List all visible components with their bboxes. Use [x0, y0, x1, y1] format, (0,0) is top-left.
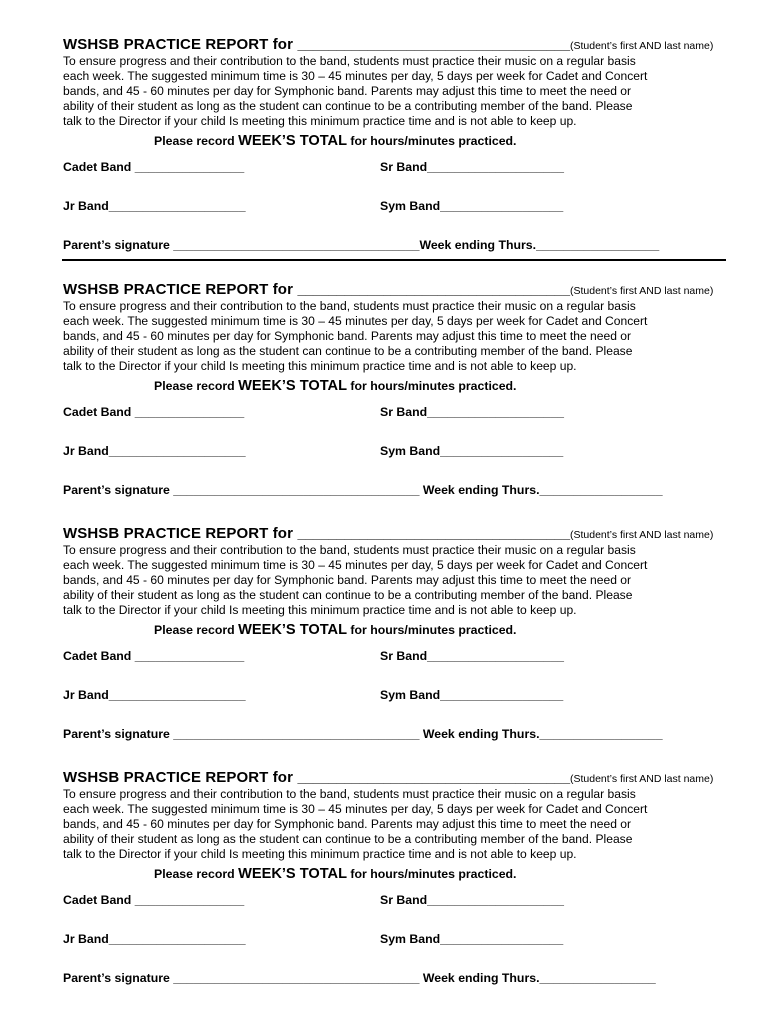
record-instruction — [154, 622, 516, 638]
weeks-total-label: WEEK’S TOTAL — [238, 133, 348, 149]
report-title: WSHSB PRACTICE REPORT for — [63, 769, 294, 786]
weeks-total-label: WEEK’S TOTAL — [238, 378, 348, 394]
jr-band-field[interactable]: Jr Band____________________ — [63, 199, 246, 213]
record-instruction — [154, 378, 516, 394]
jr-band-field[interactable]: Jr Band____________________ — [63, 932, 246, 946]
sym-band-field[interactable]: Sym Band__________________ — [380, 932, 564, 946]
report-title: WSHSB PRACTICE REPORT for — [63, 281, 294, 298]
cadet-band-field[interactable]: Cadet Band ________________ — [63, 893, 245, 907]
record-text-post: for hours/minutes practiced. — [347, 867, 517, 881]
record-text-post: for hours/minutes practiced. — [347, 134, 517, 148]
jr-band-field[interactable]: Jr Band____________________ — [63, 444, 246, 458]
weeks-total-label: WEEK’S TOTAL — [238, 866, 348, 882]
report-title: WSHSB PRACTICE REPORT for — [63, 525, 294, 542]
report-title-row — [63, 769, 713, 787]
sym-band-field[interactable]: Sym Band__________________ — [380, 199, 564, 213]
report-section-2 — [0, 281, 770, 525]
record-text-post: for hours/minutes practiced. — [347, 379, 517, 393]
report-section-1 — [0, 36, 770, 280]
student-name-field[interactable]: ___________________________________ — [297, 769, 570, 785]
cadet-band-field[interactable]: Cadet Band ________________ — [63, 649, 245, 663]
report-title-row — [63, 36, 713, 54]
instructions-paragraph: To ensure progress and their contribution to the band, students must practice their music on a regular basis each week. The suggested minimum time is 30 – 45 minutes per day, 5 days per week for Cadet and Concert bands, and 45 - 60 minutes per day for Symphonic band. Parents may adjust this time to meet the need or ability of their student as long as the student can continue to be a contributing member of the band. Please talk to the Director if your child Is meeting this minimum practice time and is not able to keep up. — [63, 54, 648, 128]
record-instruction — [154, 133, 516, 149]
student-name-note: (Student’s first AND last name) — [569, 40, 714, 52]
report-section-4 — [0, 769, 770, 1013]
instructions-paragraph: To ensure progress and their contribution to the band, students must practice their music on a regular basis each week. The suggested minimum time is 30 – 45 minutes per day, 5 days per week for Cadet and Concert bands, and 45 - 60 minutes per day for Symphonic band. Parents may adjust this time to meet the need or ability of their student as long as the student can continue to be a contributing member of the band. Please talk to the Director if your child Is meeting this minimum practice time and is not able to keep up. — [63, 543, 648, 617]
weeks-total-label: WEEK’S TOTAL — [238, 622, 348, 638]
cadet-band-field[interactable]: Cadet Band ________________ — [63, 405, 245, 419]
student-name-field[interactable]: ___________________________________ — [297, 281, 570, 297]
student-name-field[interactable]: ___________________________________ — [297, 525, 570, 541]
record-text-post: for hours/minutes practiced. — [347, 623, 517, 637]
sym-band-field[interactable]: Sym Band__________________ — [380, 688, 564, 702]
report-title: WSHSB PRACTICE REPORT for — [63, 36, 294, 53]
student-name-note: (Student’s first AND last name) — [569, 285, 714, 297]
record-text-pre: Please record — [154, 379, 239, 393]
record-instruction — [154, 866, 516, 882]
report-section-3 — [0, 525, 770, 769]
sr-band-field[interactable]: Sr Band____________________ — [380, 893, 564, 907]
parent-signature-week-ending-field[interactable]: Parent’s signature ____________________________________ Week ending Thurs._________________ — [63, 971, 656, 985]
sr-band-field[interactable]: Sr Band____________________ — [380, 160, 564, 174]
sr-band-field[interactable]: Sr Band____________________ — [380, 649, 564, 663]
instructions-paragraph: To ensure progress and their contribution to the band, students must practice their music on a regular basis each week. The suggested minimum time is 30 – 45 minutes per day, 5 days per week for Cadet and Concert bands, and 45 - 60 minutes per day for Symphonic band. Parents may adjust this time to meet the need or ability of their student as long as the student can continue to be a contributing member of the band. Please talk to the Director if your child Is meeting this minimum practice time and is not able to keep up. — [63, 299, 648, 373]
sr-band-field[interactable]: Sr Band____________________ — [380, 405, 564, 419]
sym-band-field[interactable]: Sym Band__________________ — [380, 444, 564, 458]
record-text-pre: Please record — [154, 867, 239, 881]
record-text-pre: Please record — [154, 134, 239, 148]
report-title-row — [63, 525, 713, 543]
parent-signature-week-ending-field[interactable]: Parent’s signature ____________________________________ Week ending Thurs.__________________ — [63, 483, 663, 497]
section-divider-1 — [62, 259, 726, 261]
student-name-note: (Student’s first AND last name) — [569, 529, 714, 541]
parent-signature-week-ending-field[interactable]: Parent’s signature ____________________________________ Week ending Thurs.__________________ — [63, 727, 663, 741]
student-name-field[interactable]: ___________________________________ — [297, 36, 570, 52]
cadet-band-field[interactable]: Cadet Band ________________ — [63, 160, 245, 174]
parent-signature-week-ending-field[interactable]: Parent’s signature ____________________________________Week ending Thurs.__________________ — [63, 238, 660, 252]
jr-band-field[interactable]: Jr Band____________________ — [63, 688, 246, 702]
instructions-paragraph: To ensure progress and their contribution to the band, students must practice their music on a regular basis each week. The suggested minimum time is 30 – 45 minutes per day, 5 days per week for Cadet and Concert bands, and 45 - 60 minutes per day for Symphonic band. Parents may adjust this time to meet the need or ability of their student as long as the student can continue to be a contributing member of the band. Please talk to the Director if your child Is meeting this minimum practice time and is not able to keep up. — [63, 787, 648, 861]
record-text-pre: Please record — [154, 623, 239, 637]
report-title-row — [63, 281, 713, 299]
student-name-note: (Student’s first AND last name) — [569, 773, 714, 785]
